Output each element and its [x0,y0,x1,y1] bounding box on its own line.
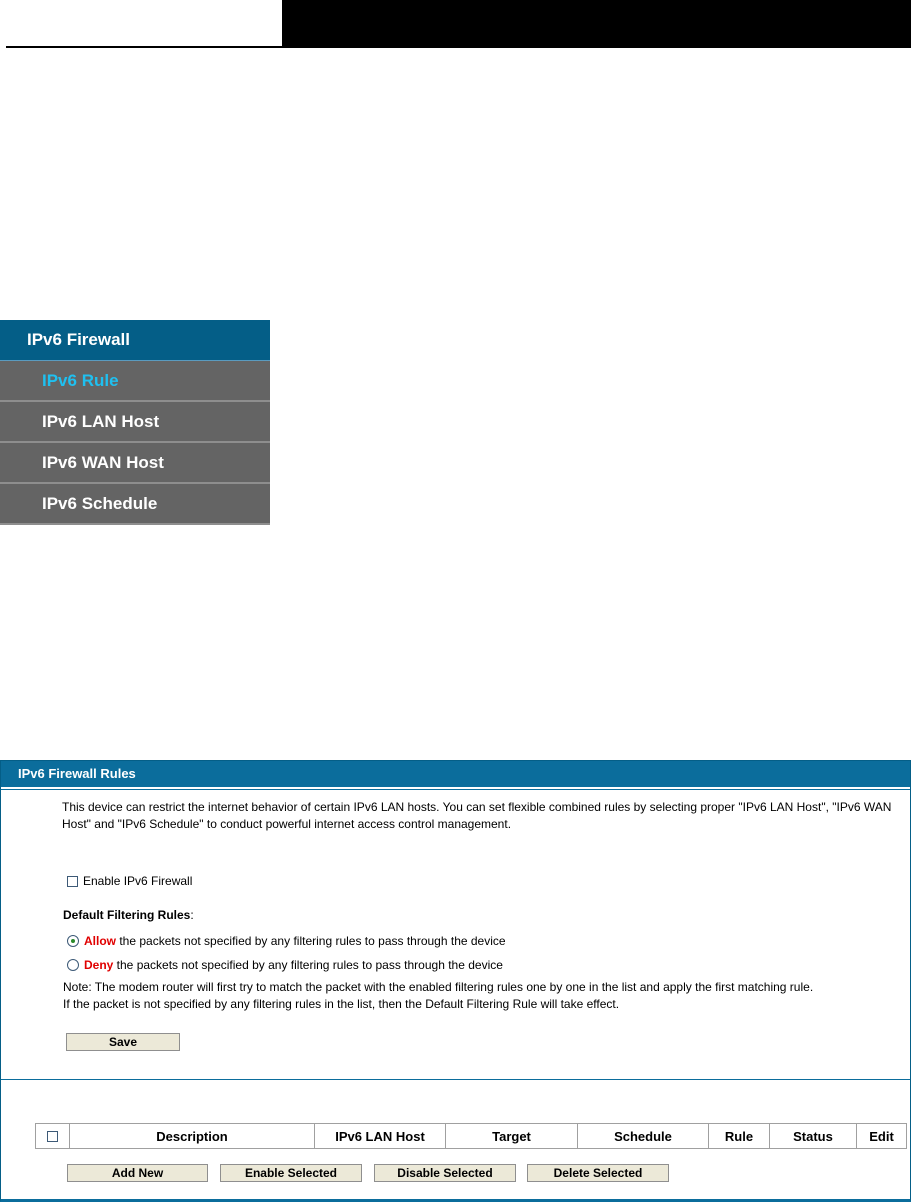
enable-firewall-label: Enable IPv6 Firewall [83,874,193,888]
col-schedule: Schedule [578,1124,709,1149]
enable-firewall-row [67,873,192,890]
panel-title: IPv6 Firewall Rules [1,761,910,787]
delete-selected-button[interactable]: Delete Selected [527,1164,669,1182]
allow-text: the packets not specified by any filtering rules to pass through the device [116,934,506,948]
col-edit: Edit [857,1124,907,1149]
deny-text: the packets not specified by any filtering rules to pass through the device [113,958,503,972]
save-button[interactable]: Save [66,1033,180,1051]
section-divider [1,1079,910,1080]
deny-option-row [67,957,503,974]
allow-keyword: Allow [84,934,116,948]
firewall-rules-panel [0,760,911,1202]
select-all-cell [36,1124,70,1149]
note-line-2: If the packet is not specified by any filtering rules in the list, then the Default Filtering Rule will take effect. [63,997,620,1011]
col-ipv6-lan-host: IPv6 LAN Host [315,1124,446,1149]
note-text [63,979,908,1013]
disable-selected-button[interactable]: Disable Selected [374,1164,516,1182]
enable-firewall-checkbox[interactable] [67,876,78,887]
note-line-1: Note: The modem router will first try to match the packet with the enabled filtering rules one by one in the list and apply the first matching rule. [63,980,814,994]
col-description: Description [70,1124,315,1149]
header-black-bar [282,0,911,48]
menu-item-ipv6-wan-host[interactable]: IPv6 WAN Host [0,443,270,484]
add-new-button[interactable]: Add New [67,1164,208,1182]
panel-description: This device can restrict the internet behavior of certain IPv6 LAN hosts. You can set flexible combined rules by selecting proper "IPv6 LAN Host", "IPv6 WAN Host" and "IPv6 Schedule" to conduct powerful internet access control management. [62,800,892,831]
deny-radio[interactable] [67,959,79,971]
allow-option-row [67,933,506,950]
default-filtering-rules-label [63,907,194,924]
rules-table [35,1123,907,1149]
allow-radio[interactable] [67,935,79,947]
select-all-checkbox[interactable] [47,1131,58,1142]
default-filtering-rules-colon: : [190,908,194,922]
side-menu [0,320,270,525]
deny-keyword: Deny [84,958,114,972]
col-target: Target [446,1124,578,1149]
col-status: Status [770,1124,857,1149]
default-filtering-rules-text: Default Filtering Rules [63,908,191,922]
col-rule: Rule [709,1124,770,1149]
enable-selected-button[interactable]: Enable Selected [220,1164,362,1182]
header-left-bar [6,0,282,48]
panel-title-separator [1,789,910,790]
menu-item-ipv6-lan-host[interactable]: IPv6 LAN Host [0,402,270,443]
table-header-row [36,1124,907,1149]
menu-header-ipv6-firewall[interactable]: IPv6 Firewall [0,320,270,361]
menu-item-ipv6-rule[interactable]: IPv6 Rule [0,361,270,402]
menu-item-ipv6-schedule[interactable]: IPv6 Schedule [0,484,270,525]
